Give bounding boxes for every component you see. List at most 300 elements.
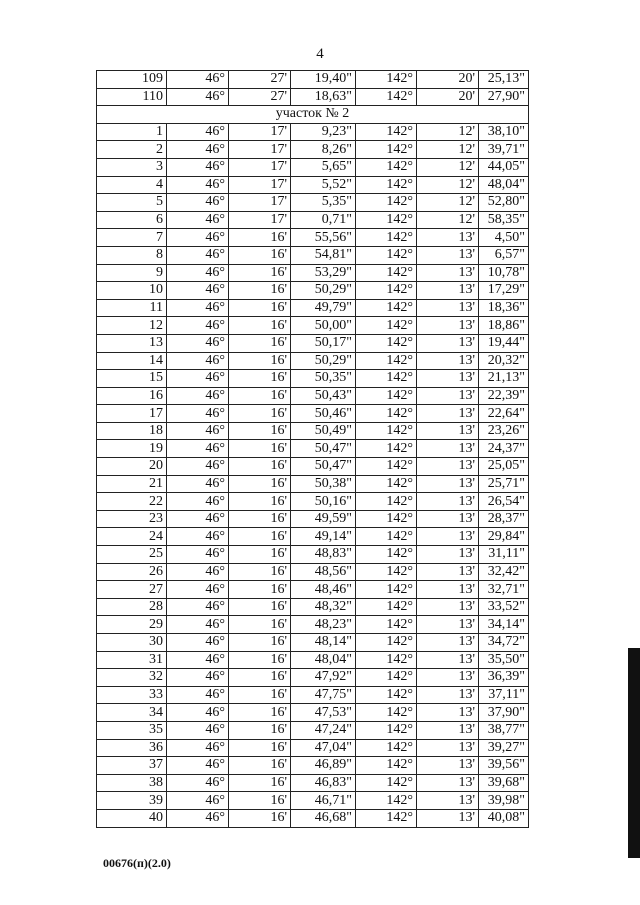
lon-degrees-cell: 142° <box>356 651 417 669</box>
lat-minutes-cell: 16' <box>229 686 291 704</box>
lat-degrees-cell: 46° <box>167 176 229 194</box>
lon-seconds-cell: 38,77" <box>479 721 529 739</box>
lon-minutes-cell: 13' <box>417 493 479 511</box>
lat-minutes-cell: 17' <box>229 158 291 176</box>
lat-minutes-cell: 16' <box>229 774 291 792</box>
lat-seconds-cell: 5,35" <box>291 194 356 212</box>
table-row <box>97 211 529 229</box>
table-row <box>97 546 529 564</box>
lon-degrees-cell: 142° <box>356 352 417 370</box>
lat-minutes-cell: 16' <box>229 370 291 388</box>
lon-degrees-cell: 142° <box>356 757 417 775</box>
table-row <box>97 370 529 388</box>
table-row <box>97 334 529 352</box>
lat-minutes-cell: 16' <box>229 704 291 722</box>
lon-minutes-cell: 13' <box>417 739 479 757</box>
lon-degrees-cell: 142° <box>356 546 417 564</box>
point-number-cell: 14 <box>97 352 167 370</box>
lon-seconds-cell: 24,37" <box>479 440 529 458</box>
lon-degrees-cell: 142° <box>356 616 417 634</box>
table-row <box>97 721 529 739</box>
table-row <box>97 422 529 440</box>
lat-degrees-cell: 46° <box>167 458 229 476</box>
lat-degrees-cell: 46° <box>167 370 229 388</box>
lon-degrees-cell: 142° <box>356 334 417 352</box>
lon-minutes-cell: 13' <box>417 264 479 282</box>
lon-minutes-cell: 13' <box>417 387 479 405</box>
table-row <box>97 229 529 247</box>
table-row <box>97 475 529 493</box>
lon-minutes-cell: 13' <box>417 475 479 493</box>
lon-seconds-cell: 34,72" <box>479 634 529 652</box>
lon-minutes-cell: 20' <box>417 71 479 89</box>
lon-minutes-cell: 13' <box>417 598 479 616</box>
lat-seconds-cell: 54,81" <box>291 246 356 264</box>
point-number-cell: 23 <box>97 510 167 528</box>
lat-minutes-cell: 16' <box>229 299 291 317</box>
lat-degrees-cell: 46° <box>167 88 229 106</box>
lat-degrees-cell: 46° <box>167 739 229 757</box>
lon-minutes-cell: 13' <box>417 792 479 810</box>
lon-minutes-cell: 13' <box>417 370 479 388</box>
lon-minutes-cell: 13' <box>417 458 479 476</box>
point-number-cell: 4 <box>97 176 167 194</box>
lat-minutes-cell: 16' <box>229 792 291 810</box>
section-title: участок № 2 <box>97 106 529 124</box>
table-row <box>97 792 529 810</box>
table-body-section-2 <box>97 123 529 827</box>
point-number-cell: 28 <box>97 598 167 616</box>
table-row <box>97 405 529 423</box>
lon-seconds-cell: 40,08" <box>479 809 529 827</box>
table-row <box>97 458 529 476</box>
lon-degrees-cell: 142° <box>356 528 417 546</box>
lon-degrees-cell: 142° <box>356 792 417 810</box>
lon-minutes-cell: 13' <box>417 405 479 423</box>
lon-degrees-cell: 142° <box>356 721 417 739</box>
lat-degrees-cell: 46° <box>167 809 229 827</box>
lon-minutes-cell: 13' <box>417 686 479 704</box>
lat-degrees-cell: 46° <box>167 792 229 810</box>
lat-minutes-cell: 27' <box>229 88 291 106</box>
lon-seconds-cell: 6,57" <box>479 246 529 264</box>
document-code: 00676(п)(2.0) <box>103 856 171 870</box>
lon-degrees-cell: 142° <box>356 88 417 106</box>
lat-degrees-cell: 46° <box>167 141 229 159</box>
point-number-cell: 29 <box>97 616 167 634</box>
lon-degrees-cell: 142° <box>356 123 417 141</box>
lat-degrees-cell: 46° <box>167 123 229 141</box>
point-number-cell: 30 <box>97 634 167 652</box>
lat-seconds-cell: 46,71" <box>291 792 356 810</box>
lat-degrees-cell: 46° <box>167 194 229 212</box>
lon-seconds-cell: 33,52" <box>479 598 529 616</box>
lon-degrees-cell: 142° <box>356 581 417 599</box>
lon-degrees-cell: 142° <box>356 370 417 388</box>
lat-degrees-cell: 46° <box>167 317 229 335</box>
lat-seconds-cell: 50,47" <box>291 440 356 458</box>
table-row <box>97 158 529 176</box>
lon-seconds-cell: 23,26" <box>479 422 529 440</box>
lat-minutes-cell: 16' <box>229 475 291 493</box>
lat-seconds-cell: 50,00" <box>291 317 356 335</box>
lon-minutes-cell: 13' <box>417 546 479 564</box>
lon-degrees-cell: 142° <box>356 493 417 511</box>
lon-seconds-cell: 39,98" <box>479 792 529 810</box>
lat-seconds-cell: 18,63" <box>291 88 356 106</box>
table-row <box>97 123 529 141</box>
point-number-cell: 40 <box>97 809 167 827</box>
lon-degrees-cell: 142° <box>356 774 417 792</box>
lat-seconds-cell: 47,92" <box>291 669 356 687</box>
lat-degrees-cell: 46° <box>167 229 229 247</box>
lat-seconds-cell: 49,79" <box>291 299 356 317</box>
lon-seconds-cell: 38,10" <box>479 123 529 141</box>
lat-degrees-cell: 46° <box>167 264 229 282</box>
lon-minutes-cell: 13' <box>417 528 479 546</box>
lat-seconds-cell: 50,38" <box>291 475 356 493</box>
lat-degrees-cell: 46° <box>167 387 229 405</box>
lon-seconds-cell: 25,05" <box>479 458 529 476</box>
table-row <box>97 493 529 511</box>
lat-minutes-cell: 16' <box>229 721 291 739</box>
lat-seconds-cell: 50,29" <box>291 282 356 300</box>
lat-minutes-cell: 16' <box>229 563 291 581</box>
lat-degrees-cell: 46° <box>167 669 229 687</box>
lon-seconds-cell: 27,90" <box>479 88 529 106</box>
lat-degrees-cell: 46° <box>167 721 229 739</box>
lon-seconds-cell: 18,36" <box>479 299 529 317</box>
table-row <box>97 194 529 212</box>
lat-degrees-cell: 46° <box>167 528 229 546</box>
lon-seconds-cell: 39,56" <box>479 757 529 775</box>
lon-seconds-cell: 17,29" <box>479 282 529 300</box>
lon-degrees-cell: 142° <box>356 458 417 476</box>
scan-edge-mark <box>628 648 640 858</box>
lat-minutes-cell: 16' <box>229 440 291 458</box>
lon-seconds-cell: 18,86" <box>479 317 529 335</box>
table-row <box>97 581 529 599</box>
lon-minutes-cell: 13' <box>417 282 479 300</box>
lon-seconds-cell: 31,11" <box>479 546 529 564</box>
lat-degrees-cell: 46° <box>167 440 229 458</box>
lon-minutes-cell: 13' <box>417 246 479 264</box>
point-number-cell: 15 <box>97 370 167 388</box>
lon-seconds-cell: 39,27" <box>479 739 529 757</box>
lat-minutes-cell: 17' <box>229 176 291 194</box>
lat-seconds-cell: 5,52" <box>291 176 356 194</box>
point-number-cell: 25 <box>97 546 167 564</box>
table-row <box>97 651 529 669</box>
lat-seconds-cell: 48,83" <box>291 546 356 564</box>
lon-minutes-cell: 12' <box>417 176 479 194</box>
lon-seconds-cell: 22,39" <box>479 387 529 405</box>
lon-minutes-cell: 13' <box>417 757 479 775</box>
lat-degrees-cell: 46° <box>167 510 229 528</box>
lat-seconds-cell: 48,56" <box>291 563 356 581</box>
lon-seconds-cell: 52,80" <box>479 194 529 212</box>
point-number-cell: 20 <box>97 458 167 476</box>
lon-seconds-cell: 20,32" <box>479 352 529 370</box>
point-number-cell: 6 <box>97 211 167 229</box>
lon-minutes-cell: 13' <box>417 721 479 739</box>
lat-minutes-cell: 17' <box>229 141 291 159</box>
lat-degrees-cell: 46° <box>167 634 229 652</box>
lat-seconds-cell: 47,04" <box>291 739 356 757</box>
lat-seconds-cell: 5,65" <box>291 158 356 176</box>
lat-seconds-cell: 46,83" <box>291 774 356 792</box>
lon-degrees-cell: 142° <box>356 440 417 458</box>
lon-minutes-cell: 13' <box>417 334 479 352</box>
point-number-cell: 36 <box>97 739 167 757</box>
lon-seconds-cell: 22,64" <box>479 405 529 423</box>
lat-minutes-cell: 16' <box>229 598 291 616</box>
table-row <box>97 299 529 317</box>
lon-seconds-cell: 58,35" <box>479 211 529 229</box>
point-number-cell: 3 <box>97 158 167 176</box>
lat-seconds-cell: 50,35" <box>291 370 356 388</box>
lon-degrees-cell: 142° <box>356 563 417 581</box>
lat-minutes-cell: 16' <box>229 352 291 370</box>
lon-degrees-cell: 142° <box>356 669 417 687</box>
lon-seconds-cell: 25,71" <box>479 475 529 493</box>
lat-degrees-cell: 46° <box>167 475 229 493</box>
point-number-cell: 18 <box>97 422 167 440</box>
point-number-cell: 37 <box>97 757 167 775</box>
lon-minutes-cell: 20' <box>417 88 479 106</box>
point-number-cell: 27 <box>97 581 167 599</box>
table-row <box>97 88 529 106</box>
point-number-cell: 38 <box>97 774 167 792</box>
lat-seconds-cell: 50,16" <box>291 493 356 511</box>
lat-degrees-cell: 46° <box>167 616 229 634</box>
lat-seconds-cell: 53,29" <box>291 264 356 282</box>
point-number-cell: 21 <box>97 475 167 493</box>
lon-minutes-cell: 13' <box>417 510 479 528</box>
lon-degrees-cell: 142° <box>356 246 417 264</box>
lat-minutes-cell: 16' <box>229 334 291 352</box>
point-number-cell: 26 <box>97 563 167 581</box>
lon-seconds-cell: 39,71" <box>479 141 529 159</box>
lon-minutes-cell: 13' <box>417 422 479 440</box>
lon-seconds-cell: 32,42" <box>479 563 529 581</box>
lon-degrees-cell: 142° <box>356 704 417 722</box>
lon-seconds-cell: 44,05" <box>479 158 529 176</box>
lat-seconds-cell: 50,43" <box>291 387 356 405</box>
lat-degrees-cell: 46° <box>167 686 229 704</box>
lon-seconds-cell: 37,11" <box>479 686 529 704</box>
lat-seconds-cell: 55,56" <box>291 229 356 247</box>
lat-degrees-cell: 46° <box>167 422 229 440</box>
lon-minutes-cell: 13' <box>417 634 479 652</box>
lon-degrees-cell: 142° <box>356 176 417 194</box>
lat-degrees-cell: 46° <box>167 282 229 300</box>
table-row <box>97 71 529 89</box>
lat-seconds-cell: 47,53" <box>291 704 356 722</box>
table-row <box>97 669 529 687</box>
lon-seconds-cell: 10,78" <box>479 264 529 282</box>
lat-degrees-cell: 46° <box>167 546 229 564</box>
lat-degrees-cell: 46° <box>167 581 229 599</box>
lat-minutes-cell: 16' <box>229 282 291 300</box>
lat-degrees-cell: 46° <box>167 563 229 581</box>
table-row <box>97 634 529 652</box>
lat-minutes-cell: 16' <box>229 757 291 775</box>
lon-degrees-cell: 142° <box>356 422 417 440</box>
lat-seconds-cell: 50,29" <box>291 352 356 370</box>
lon-degrees-cell: 142° <box>356 475 417 493</box>
lon-degrees-cell: 142° <box>356 387 417 405</box>
table-row <box>97 176 529 194</box>
lon-degrees-cell: 142° <box>356 141 417 159</box>
table-row <box>97 282 529 300</box>
lon-degrees-cell: 142° <box>356 317 417 335</box>
point-number-cell: 32 <box>97 669 167 687</box>
lon-seconds-cell: 36,39" <box>479 669 529 687</box>
lat-minutes-cell: 16' <box>229 246 291 264</box>
lon-seconds-cell: 29,84" <box>479 528 529 546</box>
table-row <box>97 317 529 335</box>
lat-minutes-cell: 16' <box>229 528 291 546</box>
point-number-cell: 12 <box>97 317 167 335</box>
lat-degrees-cell: 46° <box>167 352 229 370</box>
lon-minutes-cell: 13' <box>417 563 479 581</box>
table-row <box>97 739 529 757</box>
lat-minutes-cell: 16' <box>229 264 291 282</box>
table-body-before-section <box>97 71 529 106</box>
lon-minutes-cell: 13' <box>417 809 479 827</box>
lat-minutes-cell: 16' <box>229 317 291 335</box>
lat-degrees-cell: 46° <box>167 704 229 722</box>
table-row <box>97 440 529 458</box>
lon-seconds-cell: 32,71" <box>479 581 529 599</box>
lon-minutes-cell: 12' <box>417 211 479 229</box>
point-number-cell: 19 <box>97 440 167 458</box>
table-row <box>97 141 529 159</box>
lon-minutes-cell: 13' <box>417 299 479 317</box>
point-number-cell: 13 <box>97 334 167 352</box>
lon-minutes-cell: 13' <box>417 774 479 792</box>
lat-minutes-cell: 16' <box>229 493 291 511</box>
lon-minutes-cell: 13' <box>417 651 479 669</box>
point-number-cell: 8 <box>97 246 167 264</box>
lon-seconds-cell: 35,50" <box>479 651 529 669</box>
point-number-cell: 16 <box>97 387 167 405</box>
lat-seconds-cell: 49,14" <box>291 528 356 546</box>
point-number-cell: 31 <box>97 651 167 669</box>
lon-minutes-cell: 12' <box>417 123 479 141</box>
lon-seconds-cell: 19,44" <box>479 334 529 352</box>
lat-minutes-cell: 16' <box>229 809 291 827</box>
point-number-cell: 33 <box>97 686 167 704</box>
point-number-cell: 109 <box>97 71 167 89</box>
lon-minutes-cell: 12' <box>417 194 479 212</box>
page-number: 4 <box>316 46 324 62</box>
lon-degrees-cell: 142° <box>356 809 417 827</box>
lat-seconds-cell: 47,24" <box>291 721 356 739</box>
lat-seconds-cell: 50,17" <box>291 334 356 352</box>
table-row <box>97 686 529 704</box>
table-row <box>97 704 529 722</box>
table-row <box>97 563 529 581</box>
lat-minutes-cell: 16' <box>229 387 291 405</box>
lon-degrees-cell: 142° <box>356 158 417 176</box>
lat-degrees-cell: 46° <box>167 211 229 229</box>
lat-degrees-cell: 46° <box>167 246 229 264</box>
lat-degrees-cell: 46° <box>167 757 229 775</box>
point-number-cell: 17 <box>97 405 167 423</box>
lon-seconds-cell: 26,54" <box>479 493 529 511</box>
lon-minutes-cell: 12' <box>417 141 479 159</box>
lon-minutes-cell: 13' <box>417 229 479 247</box>
lat-degrees-cell: 46° <box>167 405 229 423</box>
table-row <box>97 774 529 792</box>
point-number-cell: 34 <box>97 704 167 722</box>
lat-seconds-cell: 50,49" <box>291 422 356 440</box>
lon-degrees-cell: 142° <box>356 739 417 757</box>
lat-seconds-cell: 49,59" <box>291 510 356 528</box>
lat-minutes-cell: 27' <box>229 71 291 89</box>
lat-seconds-cell: 0,71" <box>291 211 356 229</box>
table-row <box>97 352 529 370</box>
table-row <box>97 528 529 546</box>
lat-seconds-cell: 48,04" <box>291 651 356 669</box>
lon-seconds-cell: 39,68" <box>479 774 529 792</box>
lon-minutes-cell: 13' <box>417 704 479 722</box>
lon-degrees-cell: 142° <box>356 686 417 704</box>
lat-seconds-cell: 9,23" <box>291 123 356 141</box>
lon-minutes-cell: 13' <box>417 440 479 458</box>
coordinates-table <box>96 70 529 828</box>
point-number-cell: 2 <box>97 141 167 159</box>
lon-degrees-cell: 142° <box>356 229 417 247</box>
lon-seconds-cell: 28,37" <box>479 510 529 528</box>
lat-seconds-cell: 46,89" <box>291 757 356 775</box>
lat-minutes-cell: 16' <box>229 634 291 652</box>
point-number-cell: 39 <box>97 792 167 810</box>
point-number-cell: 11 <box>97 299 167 317</box>
lat-minutes-cell: 16' <box>229 739 291 757</box>
lon-degrees-cell: 142° <box>356 634 417 652</box>
point-number-cell: 7 <box>97 229 167 247</box>
lat-seconds-cell: 8,26" <box>291 141 356 159</box>
lat-minutes-cell: 17' <box>229 123 291 141</box>
lon-degrees-cell: 142° <box>356 510 417 528</box>
lon-minutes-cell: 13' <box>417 581 479 599</box>
point-number-cell: 9 <box>97 264 167 282</box>
point-number-cell: 10 <box>97 282 167 300</box>
lon-degrees-cell: 142° <box>356 299 417 317</box>
lat-seconds-cell: 48,14" <box>291 634 356 652</box>
lat-degrees-cell: 46° <box>167 334 229 352</box>
lat-minutes-cell: 17' <box>229 211 291 229</box>
lon-seconds-cell: 37,90" <box>479 704 529 722</box>
lat-degrees-cell: 46° <box>167 299 229 317</box>
lat-seconds-cell: 19,40" <box>291 71 356 89</box>
lon-degrees-cell: 142° <box>356 211 417 229</box>
lon-degrees-cell: 142° <box>356 194 417 212</box>
lon-degrees-cell: 142° <box>356 264 417 282</box>
point-number-cell: 110 <box>97 88 167 106</box>
lat-minutes-cell: 16' <box>229 422 291 440</box>
lat-minutes-cell: 16' <box>229 458 291 476</box>
lon-minutes-cell: 13' <box>417 317 479 335</box>
lon-seconds-cell: 48,04" <box>479 176 529 194</box>
point-number-cell: 5 <box>97 194 167 212</box>
table-row <box>97 510 529 528</box>
lat-degrees-cell: 46° <box>167 71 229 89</box>
lat-minutes-cell: 16' <box>229 651 291 669</box>
